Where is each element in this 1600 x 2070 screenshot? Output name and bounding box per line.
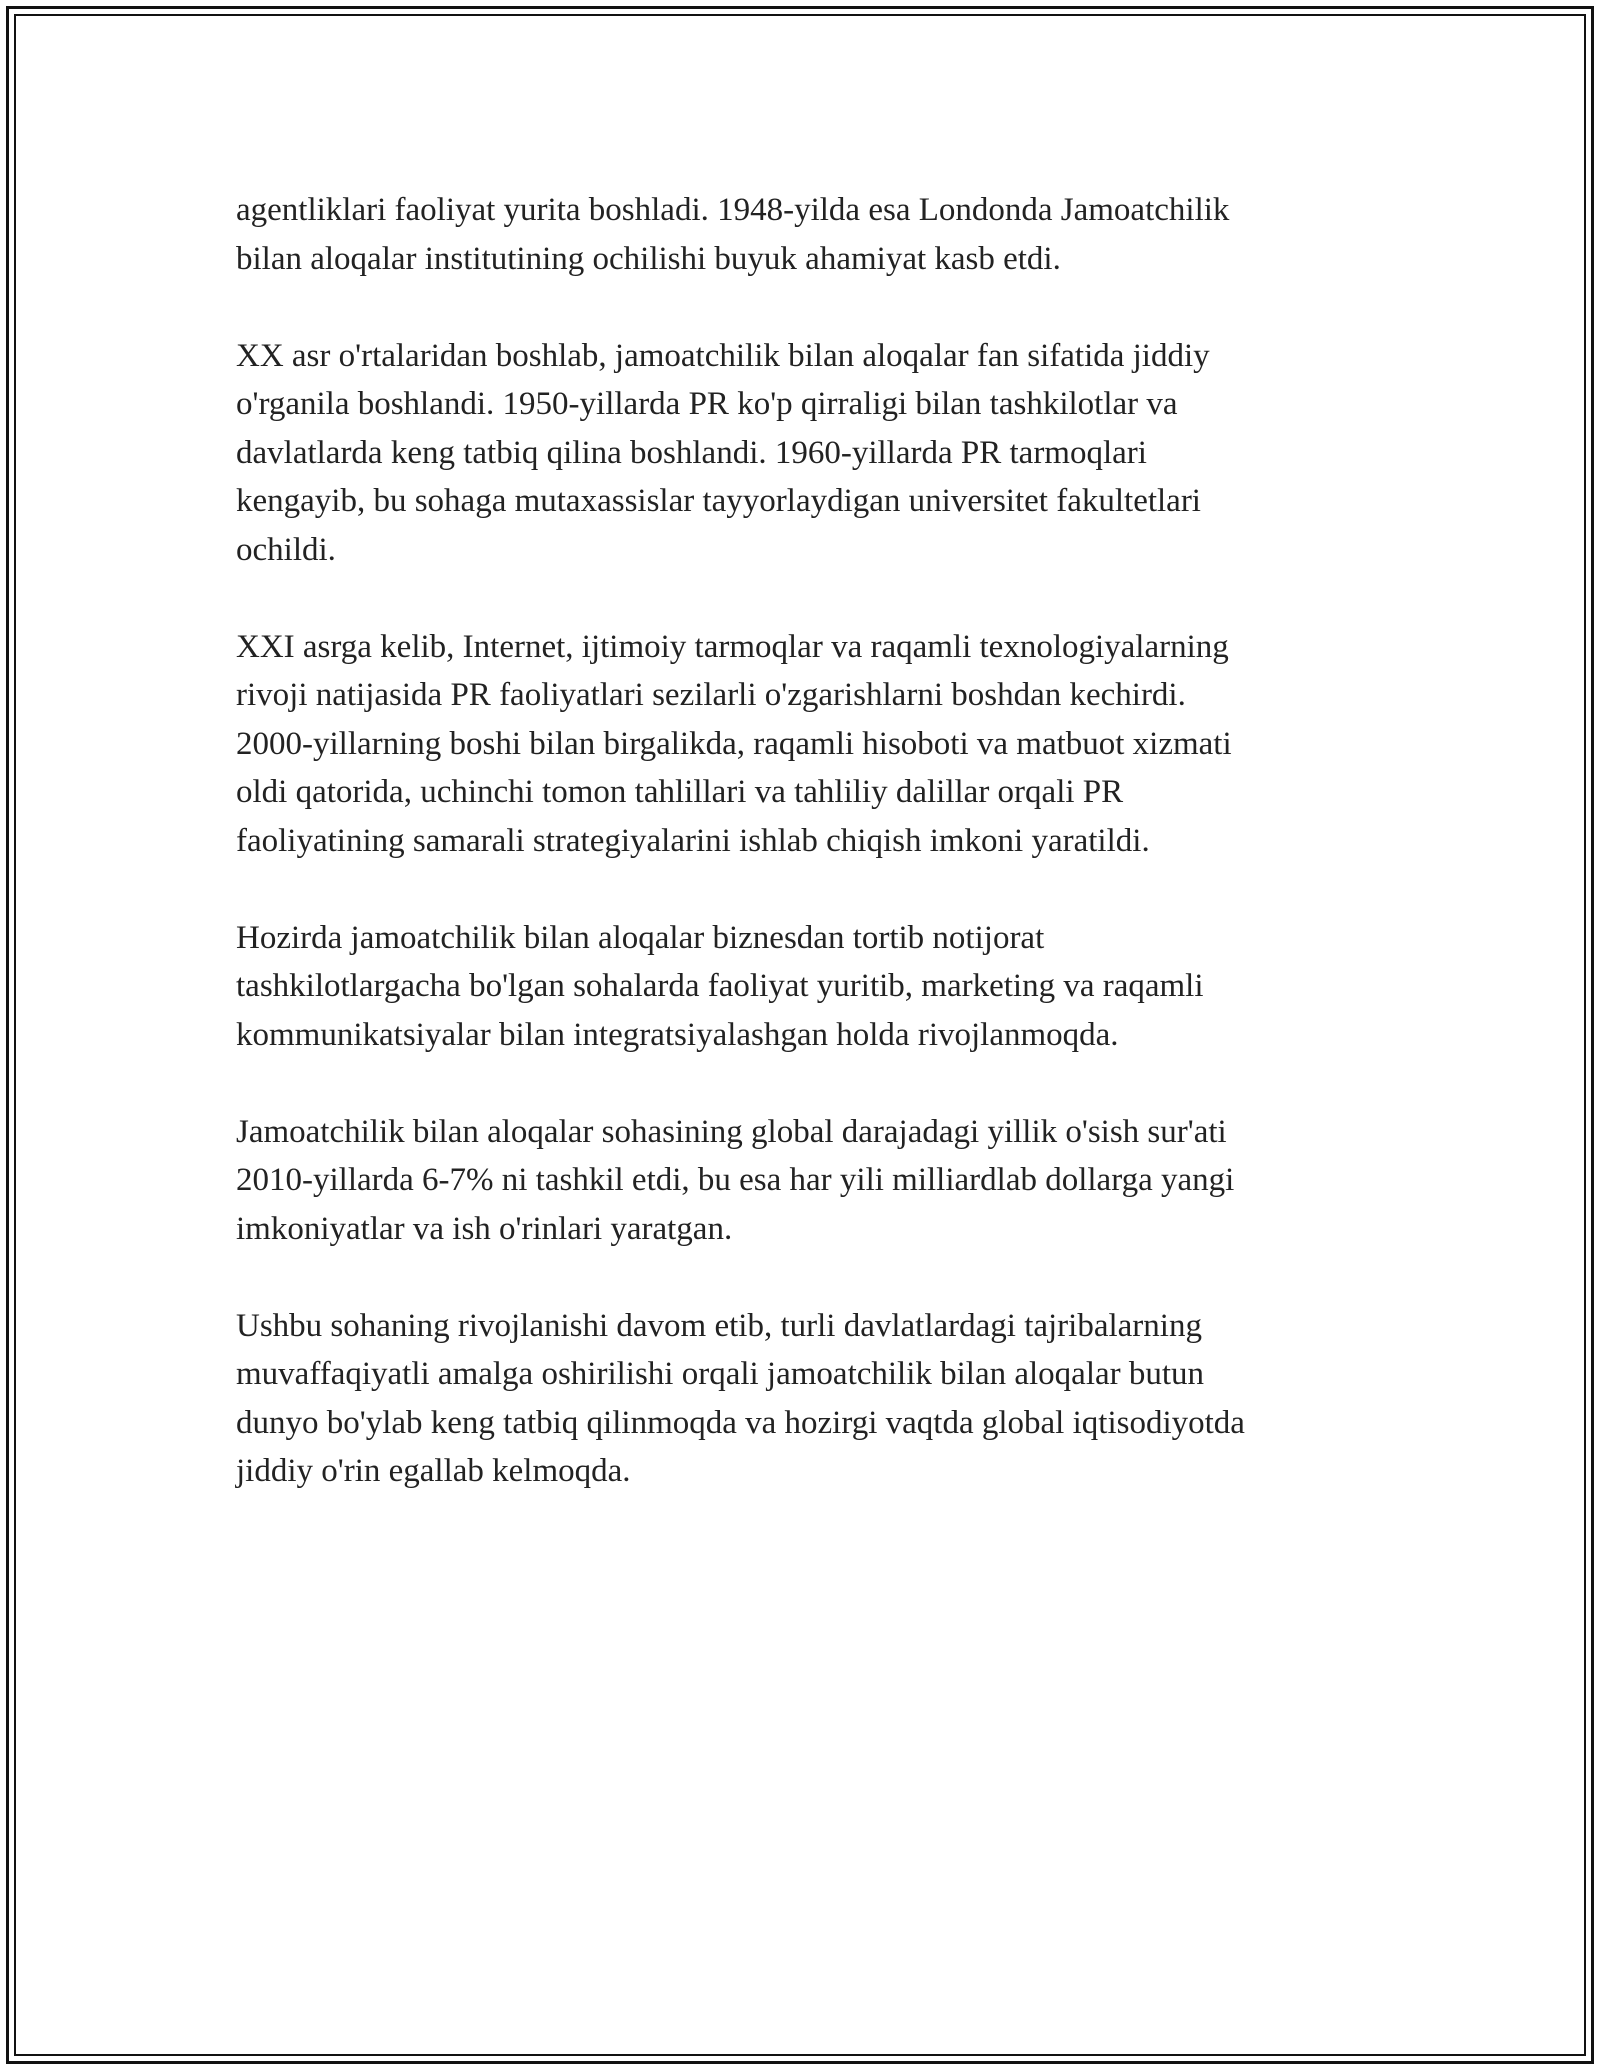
text-line: XXI asrga kelib, Internet, ijtimoiy tarmoqlar va raqamli texnologiyalarning [236,628,1229,665]
text-line: dunyo bo'ylab keng tatbiq qilinmoqda va hozirgi vaqtda global iqtisodiyotda [236,1404,1245,1441]
text-line: tashkilotlargacha bo'lgan sohalarda faoliyat yuritib, marketing va raqamli [236,968,1204,1004]
paragraph [236,1108,1376,1254]
paragraph [236,914,1376,1060]
text-line: oldi qatorida, uchinchi tomon tahlillari va tahliliy dalillar orqali PR [236,774,1124,810]
paragraph [236,332,1376,575]
text-line: kengayib, bu sohaga mutaxassislar tayyorlaydigan universitet fakultetlari [236,483,1201,519]
text-line: XX asr o'rtalaridan boshlab, jamoatchilik bilan aloqalar fan sifatida jiddiy [236,337,1210,374]
document-body [236,186,1376,1544]
text-line: imkoniyatlar va ish o'rinlari yaratgan. [236,1210,733,1247]
text-line: 2000-yillarning boshi bilan birgalikda, raqamli hisoboti va matbuot xizmati [236,725,1232,762]
text-line: rivoji natijasida PR faoliyatlari sezilarli o'zgarishlarni boshdan kechirdi. [236,677,1186,713]
text-line: Jamoatchilik bilan aloqalar sohasining global darajadagi yillik o'sish sur'ati [236,1113,1227,1150]
text-line: muvaffaqiyatli amalga oshirilishi orqali jamoatchilik bilan aloqalar butun [236,1356,1205,1392]
text-line: kommunikatsiyalar bilan integratsiyalashgan holda rivojlanmoqda. [236,1016,1119,1053]
text-line: o'rganila boshlandi. 1950-yillarda PR ko'p qirraligi bilan tashkilotlar va [236,386,1178,422]
paragraph [236,623,1376,866]
text-line: Ushbu sohaning rivojlanishi davom etib, turli davlatlardagi tajribalarning [236,1307,1202,1344]
text-line: agentliklari faoliyat yurita boshladi. 1948-yilda esa Londonda Jamoatchilik [236,192,1230,228]
text-line: davlatlarda keng tatbiq qilina boshlandi. 1960-yillarda PR tarmoqlari [236,434,1147,471]
paragraph [236,186,1376,283]
text-line: bilan aloqalar institutining ochilishi buyuk ahamiyat kasb etdi. [236,240,1061,277]
text-line: jiddiy o'rin egallab kelmoqda. [236,1453,631,1489]
paragraph [236,1302,1376,1496]
text-line: ochildi. [236,531,336,568]
text-line: faoliyatining samarali strategiyalarini ishlab chiqish imkoni yaratildi. [236,822,1150,859]
text-line: Hozirda jamoatchilik bilan aloqalar biznesdan tortib notijorat [236,919,1045,956]
text-line: 2010-yillarda 6-7% ni tashkil etdi, bu esa har yili milliardlab dollarga yangi [236,1162,1235,1198]
